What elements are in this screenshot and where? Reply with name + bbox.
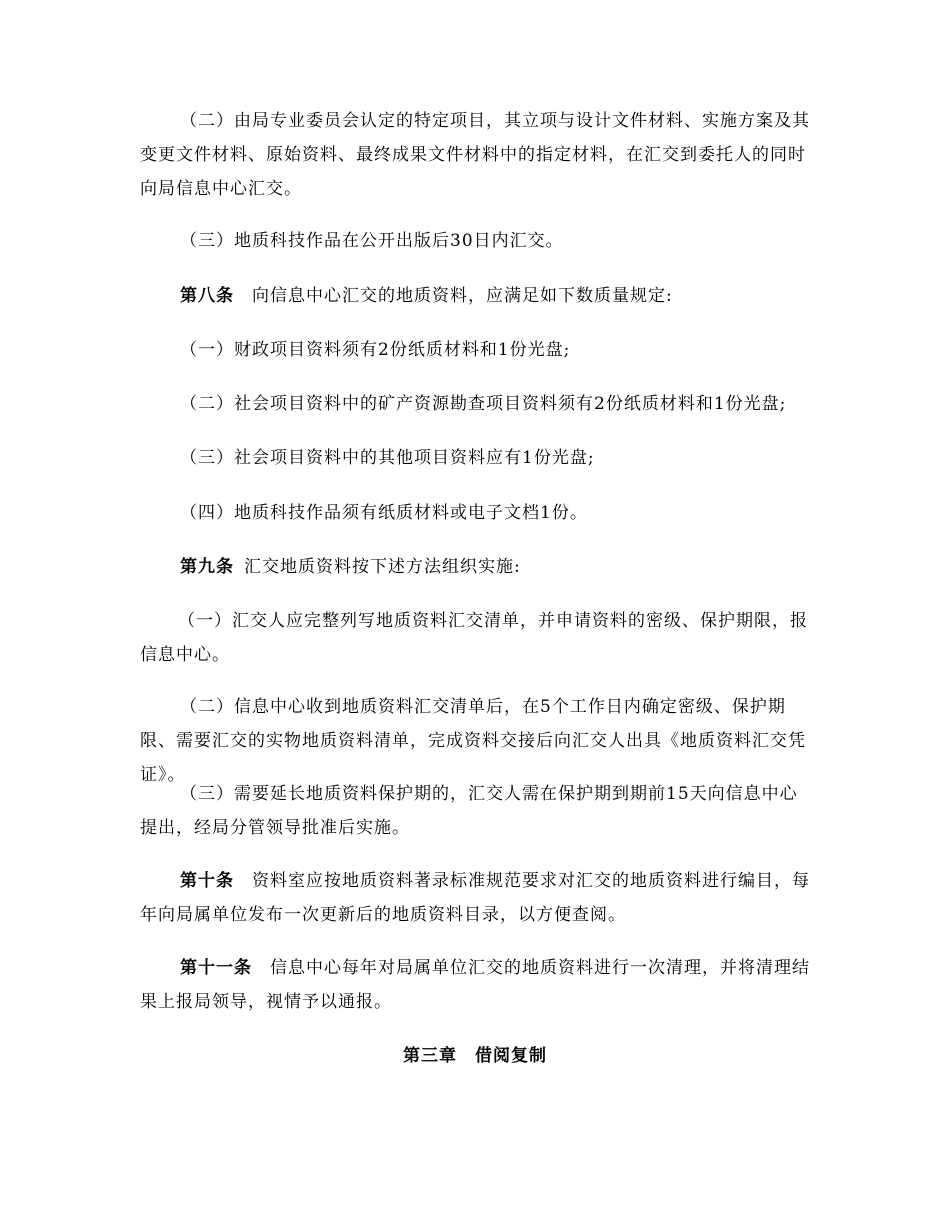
article-8 [140,279,815,313]
paragraph-9-3: （三）需要延长地质资料保护期的，汇交人需在保护期到期前15天向信息中心提出，经局分管领导批准后实施。 [140,784,798,838]
paragraph-9-1: （一）汇交人应完整列写地质资料汇交清单，并申请资料的密级、保护期限，报信息中心。 [140,611,808,665]
article-11-body: 信息中心每年对局属单位汇交的地质资料进行一次清理，并将清理结果上报局领导，视情予以通报。 [140,958,810,1012]
paragraph-8-2: （二）社会项目资料中的矿产资源勘查项目资料须有2份纸质材料和1份光盘; [180,394,787,414]
article-8-title: 第八条 [180,286,234,306]
article-10-body: 资料室应按地质资料著录标准规范要求对汇交的地质资料进行编目，每年向局属单位发布一次更新后的地质资料目录，以方便查阅。 [140,871,810,925]
paragraph-9-2: （二）信息中心收到地质资料汇交清单后，在5个工作日内确定密级、保护期限、需要汇交的实物地质资料清单，完成资料交接后向汇交人出具《地质资料汇交凭证》。 [140,697,806,785]
paragraph-7-2: （二）由局专业委员会认定的特定项目，其立项与设计文件材料、实施方案及其变更文件材料、原始资料、最终成果文件材料中的指定材料，在汇交到委托人的同时向局信息中心汇交。 [140,111,810,199]
article-9-title: 第九条 [180,557,234,577]
article-11 [140,951,815,1019]
paragraph-8-3: （三）社会项目资料中的其他项目资料应有1份光盘; [180,448,595,468]
article-11-title: 第十一条 [180,958,252,978]
article-10 [140,864,815,932]
paragraph-7-3: （三）地质科技作品在公开出版后30日内汇交。 [180,231,564,251]
article-9-body: 汇交地质资料按下述方法组织实施: [244,557,521,577]
article-9 [140,550,815,584]
paragraph-8-1: （一）财政项目资料须有2份纸质材料和1份光盘; [180,340,571,360]
chapter-heading: 第三章 借阅复制 [403,1046,547,1066]
paragraph-8-4: （四）地质科技作品须有纸质材料或电子文档1份。 [180,503,588,523]
article-10-title: 第十条 [180,871,234,891]
article-8-body: 向信息中心汇交的地质资料，应满足如下数质量规定: [252,286,673,306]
